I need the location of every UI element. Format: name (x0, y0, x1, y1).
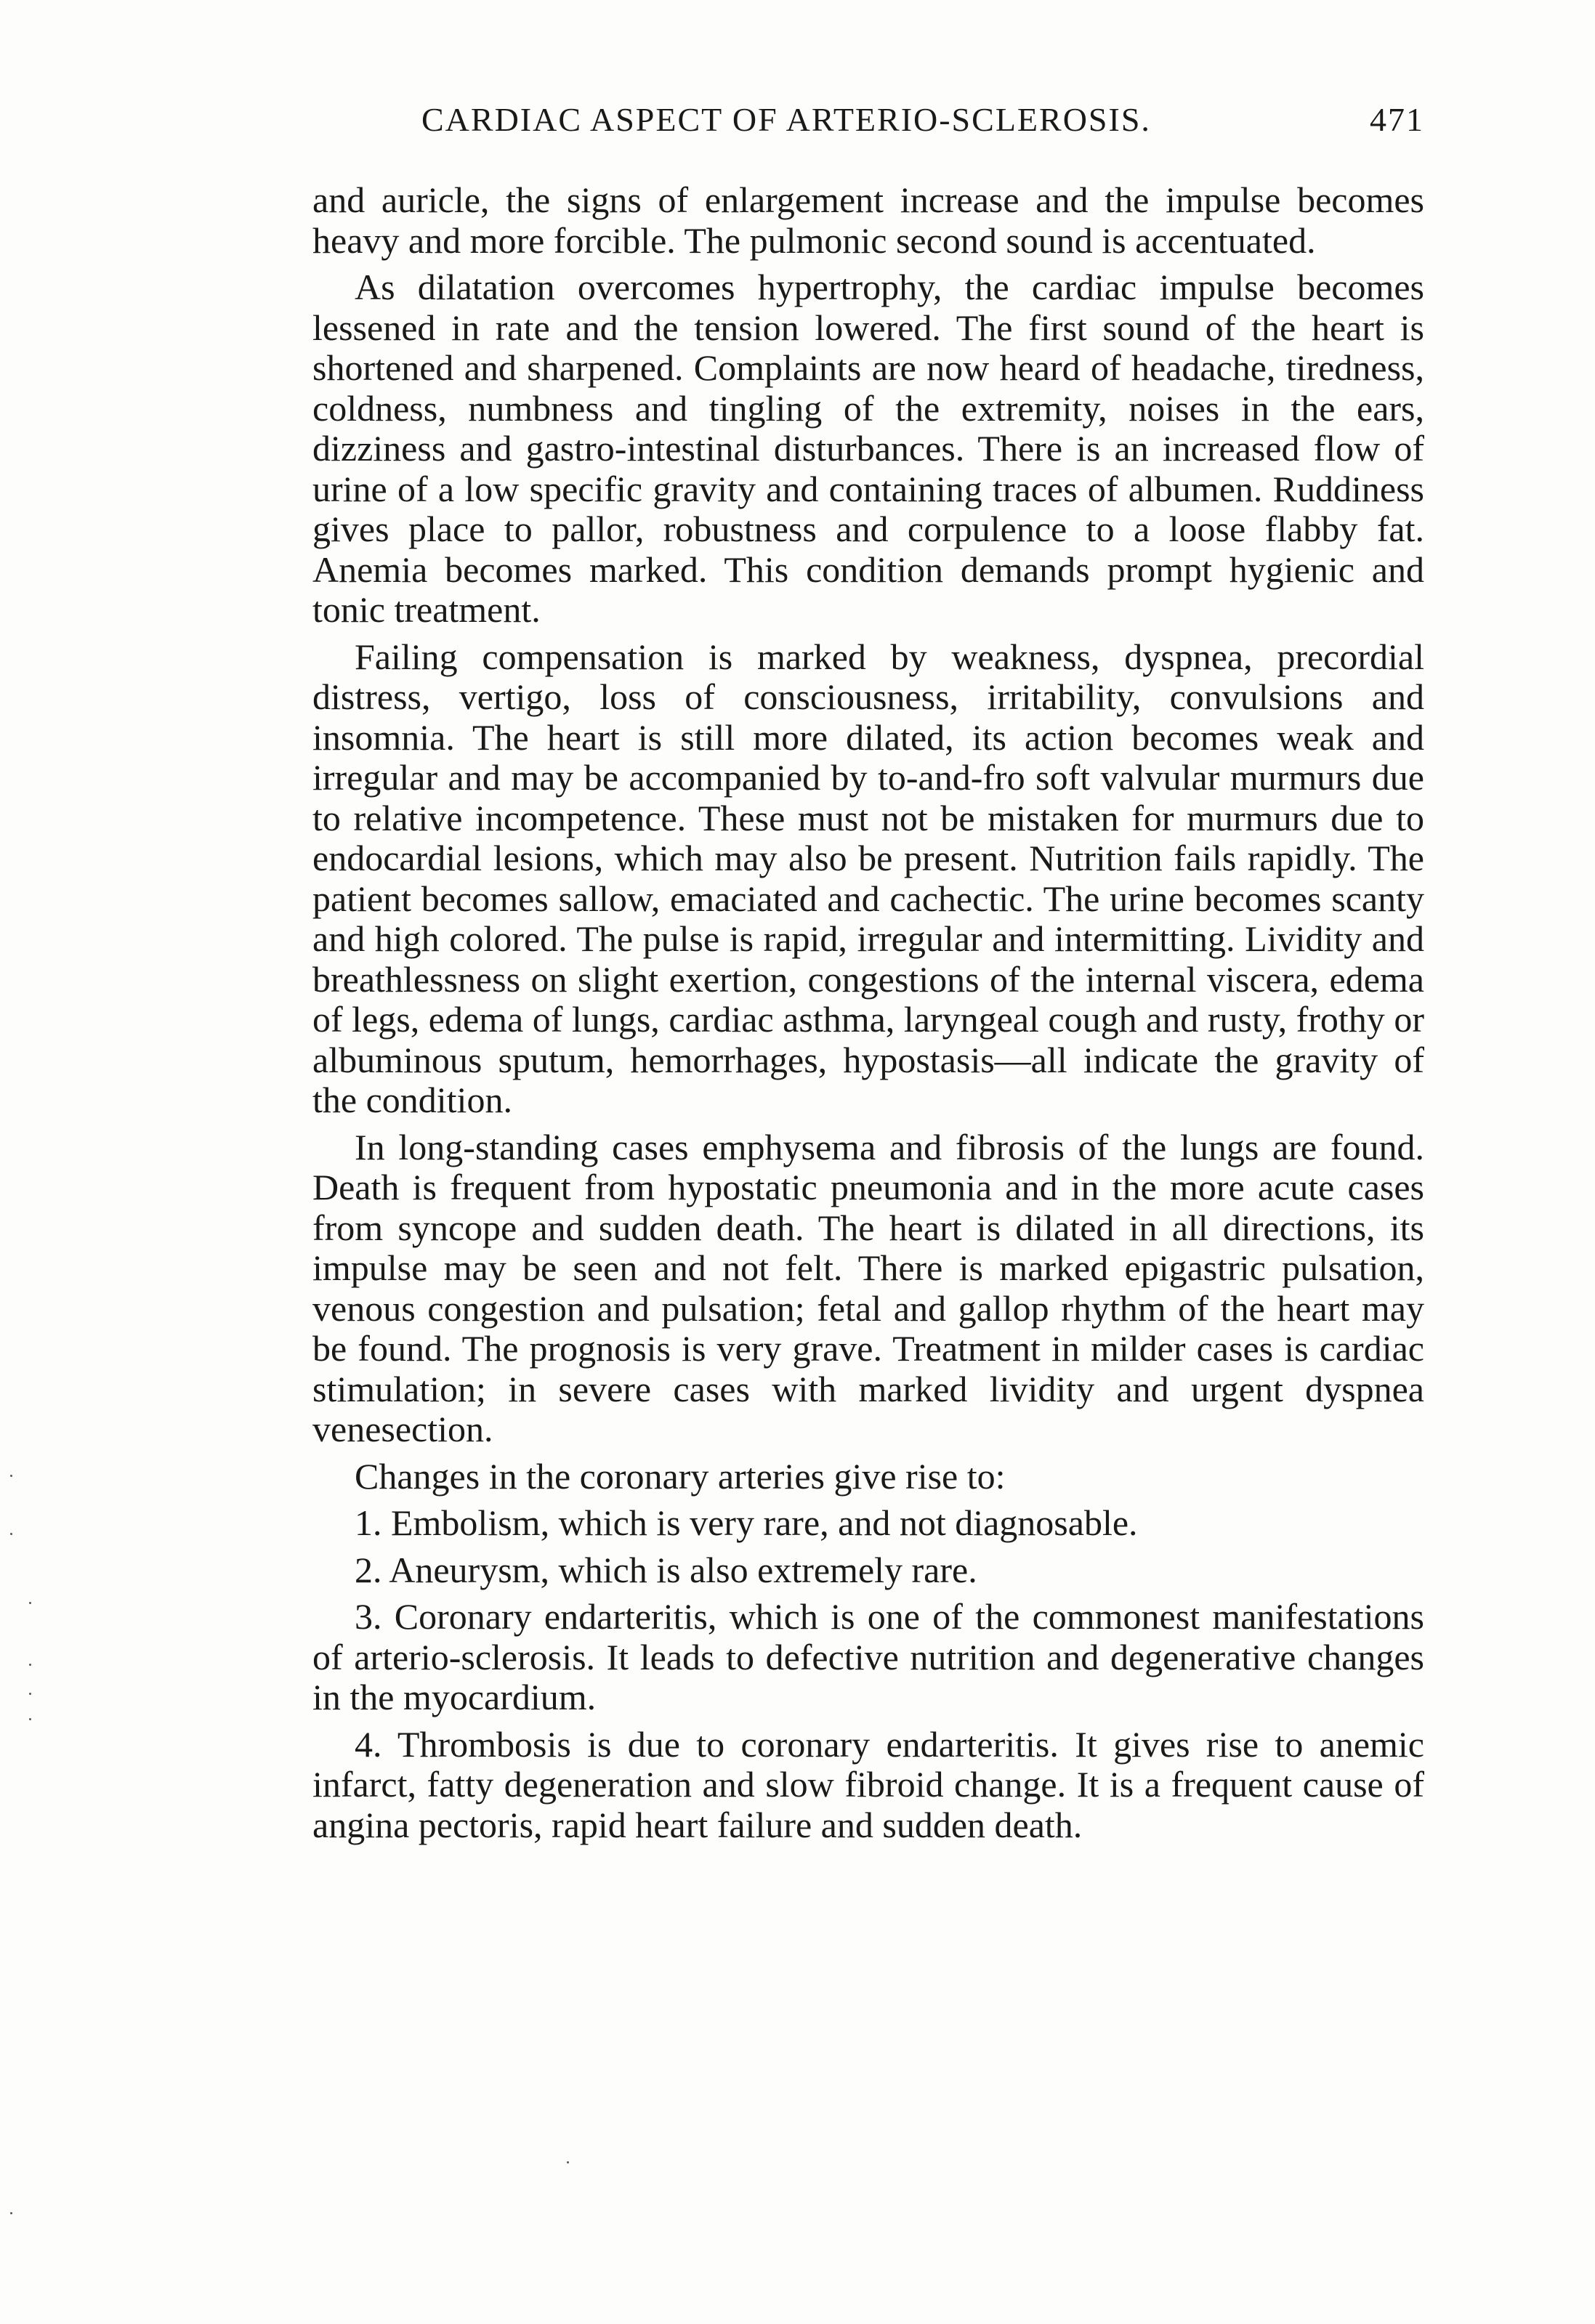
paragraph: As dilatation overcomes hypertrophy, the cardiac impulse becomes lessened in rate and the tension lowered. The first sound of the heart is shortened and sharpened. Complaints are now heard of headache, tiredness, coldness, numbness and tingling of the extremity, noises in the ears, dizziness and gastro-intestinal disturbances. There is an increased flow of urine of a low specific gravity and containing traces of albumen. Ruddiness gives place to pallor, robustness and corpulence to a loose flabby fat. Anemia becomes marked. This condition demands prompt hygienic and tonic treatment. (312, 267, 1424, 630)
scan-speck (567, 2161, 569, 2163)
page-body (312, 180, 1424, 1852)
paragraph: In long-standing cases emphysema and fibrosis of the lungs are found. Death is frequent from hypostatic pneumonia and in the more acute cases from syncope and sudden death. The heart is dilated in all directions, its impulse may be seen and not felt. There is marked epigastric pulsation, venous congestion and pulsation; fetal and gallop rhythm of the heart may be found. The prognosis is very grave. Treatment in milder cases is cardiac stimulation; in severe cases with marked lividity and urgent dyspnea venesection. (312, 1126, 1424, 1449)
scan-speck (10, 2212, 12, 2214)
list-item: 4. Thrombosis is due to coronary endarteritis. It gives rise to anemic infarct, fatty degeneration and slow fibroid change. It is a frequent cause of angina pectoris, rapid heart failure and sudden death. (312, 1723, 1424, 1845)
scan-speck (10, 1475, 12, 1477)
scan-speck (29, 1664, 31, 1666)
list-item: 2. Aneurysm, which is also extremely rare. (355, 1549, 977, 1590)
scan-speck (10, 1533, 12, 1535)
paragraph: Failing compensation is marked by weakness, dyspnea, precordial distress, vertigo, loss of consciousness, irritability, convulsions and insomnia. The heart is still more dilated, its action becomes weak and irregular and may be accompanied by to-and-fro soft valvular murmurs due to relative incompetence. These must not be mistaken for murmurs due to endocardial lesions, which may also be present. Nutrition fails rapidly. The patient becomes sallow, emaciated and cachectic. The urine becomes scanty and high colored. The pulse is rapid, irregular and intermitting. Lividity and breathlessness on slight exertion, congestions of the internal viscera, edema of legs, edema of lungs, cardiac asthma, laryngeal cough and rusty, frothy or albuminous sputum, hemorrhages, hypostasis—all indicate the gravity of the condition. (312, 636, 1424, 1120)
list-item: 3. Coronary endarteritis, which is one of the commonest manifestations of arterio-sclerosis. It leads to defective nutrition and degenerative changes in the myocardium. (312, 1596, 1424, 1717)
scan-speck (29, 1602, 31, 1604)
scan-speck (29, 1718, 31, 1720)
page-header (312, 100, 1424, 151)
paragraph: Changes in the coronary arteries give rise to: (355, 1455, 1006, 1497)
page-number: 471 (1370, 101, 1424, 138)
paragraph: and auricle, the signs of enlargement increase and the impulse becomes heavy and more forcible. The pulmonic second sound is accentuated. (312, 179, 1424, 261)
scan-speck (29, 1693, 31, 1695)
list-item: 1. Embolism, which is very rare, and not diagnosable. (355, 1502, 1138, 1543)
running-head: CARDIAC ASPECT OF ARTERIO-SCLEROSIS. (421, 101, 1151, 138)
